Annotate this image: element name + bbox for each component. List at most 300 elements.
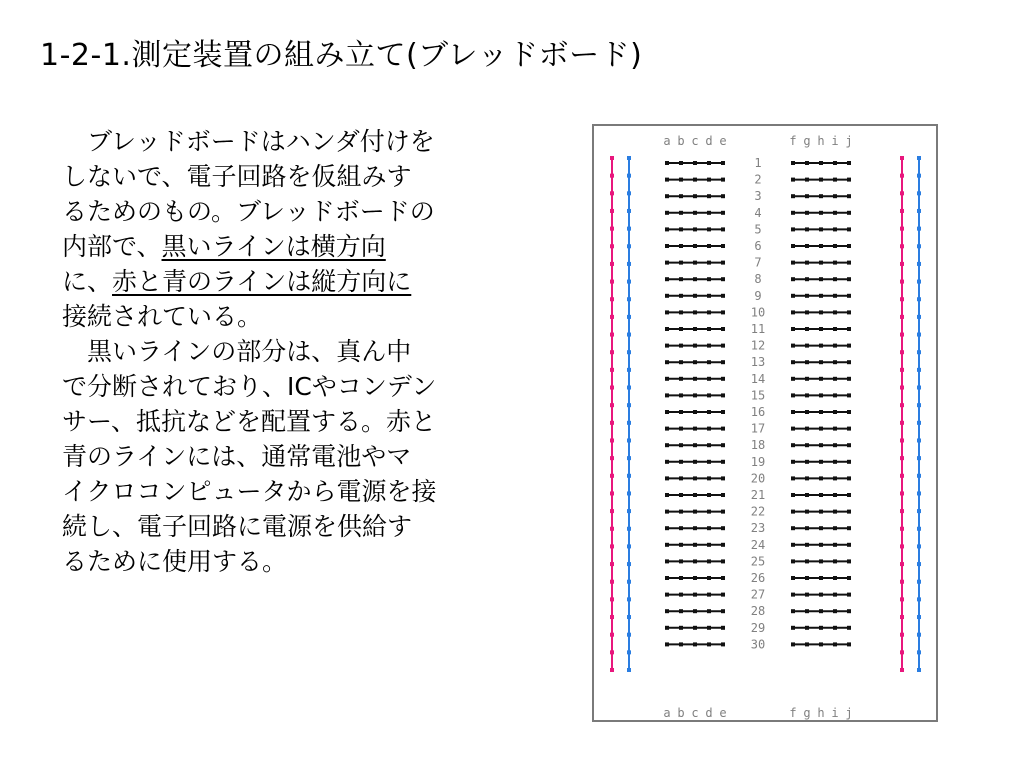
red-rail-right-hole [900,403,904,407]
hole-right [805,410,809,414]
hole-left [693,310,697,314]
hole-left [679,493,683,497]
hole-right [805,526,809,530]
blue-rail-left-hole [627,438,631,442]
hole-right [805,493,809,497]
hole-right [805,178,809,182]
hole-left [721,410,725,414]
hole-left [721,244,725,248]
red-rail-left-hole [610,350,614,354]
hole-left [679,410,683,414]
hole-left [721,310,725,314]
row-number: 1 [754,156,762,170]
hole-left [679,294,683,298]
hole-right [791,543,795,547]
red-rail-left-hole [610,386,614,390]
hole-left [693,360,697,364]
hole-left [707,277,711,281]
hole-right [819,543,823,547]
hole-left [707,377,711,381]
hole-left [693,393,697,397]
hole-right [805,460,809,464]
red-rail-left-hole [610,333,614,337]
blue-rail-left-hole [627,527,631,531]
hole-right [819,161,823,165]
hole-left [665,227,669,231]
hole-right [805,261,809,265]
hole-right [805,360,809,364]
hole-left [693,443,697,447]
hole-right [805,393,809,397]
hole-right [819,493,823,497]
hole-left [721,626,725,630]
hole-left [679,277,683,281]
hole-left [721,294,725,298]
red-rail-left-hole [610,474,614,478]
row-number: 10 [750,305,766,320]
hole-right [819,510,823,514]
hole-left [665,593,669,597]
hole-left [693,277,697,281]
hole-right [791,393,795,397]
hole-right [847,526,851,530]
red-rail-left-hole [610,456,614,460]
hole-right [833,443,837,447]
row-number: 14 [750,371,766,386]
text-line: サー、抵抗などを配置する。赤と [62,407,437,436]
blue-rail-right-hole [917,527,921,531]
hole-left [693,294,697,298]
red-rail-left-hole [610,315,614,319]
blue-rail-left-hole [627,597,631,601]
blue-rail-left-hole [627,509,631,513]
hole-left [693,543,697,547]
hole-right [791,526,795,530]
hole-left [665,178,669,182]
column-label: i [831,706,839,720]
hole-left [707,543,711,547]
blue-rail-left-hole [627,580,631,584]
hole-right [833,344,837,348]
hole-right [847,559,851,563]
red-rail-right-hole [900,438,904,442]
hole-left [679,510,683,514]
hole-left [721,460,725,464]
red-rail-left-hole [610,156,614,160]
hole-left [665,360,669,364]
hole-left [707,526,711,530]
hole-right [805,161,809,165]
hole-left [693,244,697,248]
hole-left [665,526,669,530]
hole-left [707,410,711,414]
hole-right [847,443,851,447]
column-label: f [789,706,797,720]
column-label: e [719,706,727,720]
blue-rail-left-hole [627,421,631,425]
hole-right [819,460,823,464]
paragraph-1 [62,124,532,334]
hole-left [665,443,669,447]
hole-right [833,211,837,215]
blue-rail-right-hole [917,209,921,213]
hole-right [805,443,809,447]
hole-right [791,211,795,215]
hole-right [819,227,823,231]
hole-right [847,244,851,248]
blue-rail-right-hole [917,544,921,548]
hole-left [721,277,725,281]
blue-rail-right-hole [917,456,921,460]
blue-rail-right-hole [917,474,921,478]
hole-right [833,593,837,597]
row-number: 19 [750,454,766,469]
hole-right [847,360,851,364]
hole-left [707,609,711,613]
breadboard-diagram [592,124,938,722]
blue-rail-right-hole [917,297,921,301]
hole-right [833,393,837,397]
hole-right [819,211,823,215]
hole-left [679,344,683,348]
blue-rail-right-hole [917,191,921,195]
row-number: 9 [754,288,762,303]
hole-right [791,227,795,231]
red-rail-right-hole [900,156,904,160]
row-number: 13 [750,355,766,370]
hole-right [833,427,837,431]
hole-left [707,626,711,630]
blue-rail-right-hole [917,562,921,566]
hole-right [847,642,851,646]
hole-left [693,194,697,198]
hole-left [679,626,683,630]
hole-left [721,526,725,530]
red-rail-right-hole [900,633,904,637]
hole-left [707,227,711,231]
hole-right [833,327,837,331]
hole-right [833,609,837,613]
hole-right [847,576,851,580]
hole-left [707,211,711,215]
hole-left [665,377,669,381]
blue-rail-right-hole [917,262,921,266]
red-rail-right-hole [900,350,904,354]
hole-right [833,543,837,547]
hole-left [679,593,683,597]
row-number: 29 [750,620,766,635]
underlined-text: 黒いラインは横方向 [161,232,386,261]
text-line: ブレッドボードはハンダ付けを [62,127,435,156]
hole-left [721,559,725,563]
row-number: 25 [750,554,766,569]
row-number: 16 [750,405,766,419]
hole-left [665,294,669,298]
hole-right [847,510,851,514]
hole-right [819,593,823,597]
hole-left [721,543,725,547]
hole-left [679,261,683,265]
hole-left [721,261,725,265]
hole-right [791,344,795,348]
hole-left [679,443,683,447]
red-rail-right-hole [900,280,904,284]
hole-left [707,593,711,597]
row-number: 20 [750,471,766,486]
hole-left [665,626,669,630]
hole-left [665,211,669,215]
red-rail-left-hole [610,509,614,513]
row-number: 15 [750,388,766,403]
hole-left [665,510,669,514]
hole-right [819,360,823,364]
hole-right [805,642,809,646]
red-rail-left-hole [610,280,614,284]
hole-left [679,178,683,182]
hole-right [847,294,851,298]
column-label: j [845,706,853,720]
hole-right [819,377,823,381]
hole-right [847,310,851,314]
blue-rail-left-hole [627,491,631,495]
hole-left [665,277,669,281]
text-line: 接続されている。 [62,302,263,331]
column-label: b [677,706,685,720]
hole-left [721,476,725,480]
text-line: るためのもの。ブレッドボードの [62,197,435,226]
red-rail-right-hole [900,668,904,672]
paragraph-2 [62,334,532,579]
hole-left [707,576,711,580]
hole-left [679,227,683,231]
hole-right [847,161,851,165]
red-rail-right-hole [900,474,904,478]
hole-right [819,277,823,281]
column-label: j [845,134,853,148]
column-label: a [663,134,671,148]
hole-right [819,294,823,298]
hole-left [707,178,711,182]
hole-right [833,526,837,530]
hole-right [805,327,809,331]
hole-right [805,277,809,281]
row-number: 21 [750,488,766,502]
hole-left [665,344,669,348]
hole-right [791,277,795,281]
hole-left [679,211,683,215]
hole-right [833,510,837,514]
blue-rail-right-hole [917,315,921,319]
hole-right [805,427,809,431]
red-rail-left-hole [610,633,614,637]
hole-right [833,559,837,563]
red-rail-left-hole [610,227,614,231]
hole-right [847,410,851,414]
blue-rail-left-hole [627,227,631,231]
hole-right [805,476,809,480]
hole-left [665,261,669,265]
blue-rail-left-hole [627,544,631,548]
hole-right [791,194,795,198]
hole-left [707,327,711,331]
hole-right [847,493,851,497]
blue-rail-left-hole [627,562,631,566]
hole-left [665,642,669,646]
hole-right [805,510,809,514]
text-line: 青のラインには、通常電池やマ [62,442,412,471]
hole-left [679,327,683,331]
blue-rail-right-hole [917,633,921,637]
hole-left [707,393,711,397]
row-number: 30 [750,637,766,652]
hole-right [819,261,823,265]
hole-right [791,510,795,514]
text-line: イクロコンピュータから電源を接 [62,477,437,506]
hole-right [805,377,809,381]
hole-left [721,161,725,165]
blue-rail-right-hole [917,174,921,178]
blue-rail-right-hole [917,350,921,354]
row-number: 5 [754,222,762,237]
hole-left [721,427,725,431]
hole-left [693,526,697,530]
row-number: 2 [754,172,762,187]
hole-left [693,427,697,431]
hole-right [805,593,809,597]
hole-right [847,261,851,265]
hole-left [721,344,725,348]
blue-rail-right-hole [917,368,921,372]
hole-left [707,460,711,464]
hole-left [693,261,697,265]
red-rail-right-hole [900,491,904,495]
hole-right [847,277,851,281]
red-rail-right-hole [900,421,904,425]
hole-right [819,327,823,331]
row-number: 22 [750,504,766,519]
hole-left [693,593,697,597]
hole-right [805,344,809,348]
blue-rail-right-hole [917,580,921,584]
blue-rail-right-hole [917,668,921,672]
red-rail-right-hole [900,615,904,619]
hole-left [721,178,725,182]
hole-left [707,427,711,431]
hole-left [665,493,669,497]
blue-rail-right-hole [917,615,921,619]
row-number: 12 [750,338,766,353]
hole-right [819,310,823,314]
hole-left [693,460,697,464]
hole-left [721,593,725,597]
hole-right [791,377,795,381]
hole-left [693,227,697,231]
red-rail-left-hole [610,438,614,442]
hole-left [693,178,697,182]
blue-rail-left-hole [627,156,631,160]
hole-right [833,642,837,646]
row-number: 18 [750,438,766,453]
hole-right [805,194,809,198]
red-rail-left-hole [610,403,614,407]
hole-right [847,344,851,348]
hole-right [805,227,809,231]
hole-right [791,609,795,613]
red-rail-right-hole [900,333,904,337]
hole-left [693,211,697,215]
red-rail-left-hole [610,615,614,619]
red-rail-left-hole [610,527,614,531]
blue-rail-right-hole [917,333,921,337]
hole-left [693,510,697,514]
hole-right [847,377,851,381]
blue-rail-left-hole [627,350,631,354]
hole-left [693,559,697,563]
blue-rail-left-hole [627,386,631,390]
row-number: 3 [754,189,762,204]
blue-rail-right-hole [917,280,921,284]
hole-left [693,344,697,348]
hole-right [847,427,851,431]
hole-right [833,476,837,480]
hole-right [833,178,837,182]
red-rail-right-hole [900,262,904,266]
blue-rail-left-hole [627,209,631,213]
red-rail-left-hole [610,368,614,372]
hole-right [805,576,809,580]
hole-left [707,161,711,165]
hole-right [833,227,837,231]
hole-right [833,377,837,381]
hole-left [721,393,725,397]
hole-right [791,360,795,364]
hole-left [665,559,669,563]
hole-right [819,178,823,182]
blue-rail-left-hole [627,244,631,248]
hole-right [819,609,823,613]
blue-rail-left-hole [627,668,631,672]
blue-rail-right-hole [917,386,921,390]
hole-left [665,393,669,397]
red-rail-left-hole [610,650,614,654]
row-number: 7 [754,255,762,270]
hole-right [791,493,795,497]
red-rail-right-hole [900,456,904,460]
red-rail-right-hole [900,650,904,654]
breadboard-svg [594,126,936,720]
hole-right [833,261,837,265]
red-rail-right-hole [900,244,904,248]
blue-rail-right-hole [917,491,921,495]
column-label: c [691,134,699,148]
underlined-text: 赤と青のラインは縦方向に [112,267,412,296]
blue-rail-right-hole [917,156,921,160]
hole-left [693,626,697,630]
hole-right [791,244,795,248]
hole-left [693,327,697,331]
hole-left [693,377,697,381]
blue-rail-right-hole [917,509,921,513]
column-label: f [789,134,797,148]
hole-right [819,443,823,447]
hole-right [847,460,851,464]
red-rail-left-hole [610,209,614,213]
hole-left [679,427,683,431]
hole-right [833,493,837,497]
hole-right [833,410,837,414]
hole-left [665,194,669,198]
hole-left [707,476,711,480]
